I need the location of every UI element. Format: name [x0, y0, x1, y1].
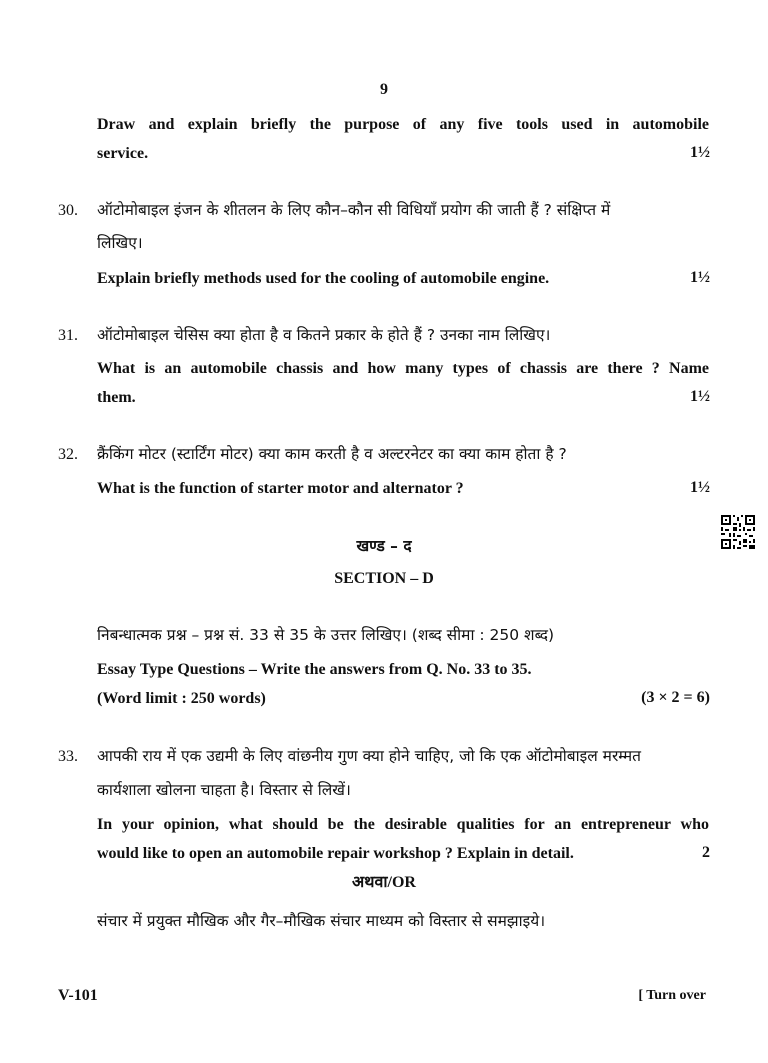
- q31-marks: 1½: [690, 388, 710, 405]
- q33-english-line1: In your opinion, what should be the desirable qualities for an entrepreneur who: [97, 816, 709, 833]
- footer-paper-code: V-101: [58, 987, 98, 1004]
- q30-marks: 1½: [690, 269, 710, 286]
- section-hindi-title: खण्ड – द: [356, 537, 412, 555]
- q33-or-label: अथवा/OR: [352, 874, 416, 891]
- q30-hindi-line1: ऑटोमोबाइल इंजन के शीतलन के लिए कौन–कौन सी विधियाँ प्रयोग की जाती हैं ? संक्षिप्त में: [97, 201, 611, 219]
- q32-hindi: क्रैंकिंग मोटर (स्टार्टिंग मोटर) क्या काम करती है व अल्टरनेटर का क्या काम होता है ?: [97, 445, 567, 463]
- q29-english-line1: Draw and explain briefly the purpose of any five tools used in automobile: [97, 116, 709, 133]
- q29-marks: 1½: [690, 144, 710, 161]
- q32-english: What is the function of starter motor and alternator ?: [97, 480, 464, 497]
- q30-number: 30.: [58, 202, 78, 219]
- q29-english-line2: service.: [97, 145, 149, 162]
- q33-hindi-line1: आपकी राय में एक उद्यमी के लिए वांछनीय गुण क्या होने चाहिए, जो कि एक ऑटोमोबाइल मरम्मत: [97, 747, 642, 765]
- q32-number: 32.: [58, 446, 78, 463]
- q30-english: Explain briefly methods used for the cooling of automobile engine.: [97, 270, 550, 287]
- q32-marks: 1½: [690, 479, 710, 496]
- q33-english-line2: would like to open an automobile repair workshop ? Explain in detail.: [97, 845, 574, 862]
- page-number: 9: [380, 81, 388, 98]
- q33-number: 33.: [58, 748, 78, 765]
- q31-english-line1: What is an automobile chassis and how many types of chassis are there ? Name: [97, 360, 709, 377]
- footer-turn-over: [ Turn over: [638, 988, 706, 1003]
- q31-number: 31.: [58, 327, 78, 344]
- section-marks-formula: (3 × 2 = 6): [641, 689, 710, 706]
- section-english-instruction: Essay Type Questions – Write the answers from Q. No. 33 to 35.: [97, 661, 532, 678]
- q33-hindi-line2: कार्यशाला खोलना चाहता है। विस्तार से लिखें।: [97, 781, 351, 799]
- q30-hindi-line2: लिखिए।: [97, 234, 143, 252]
- q33-alternative-hindi: संचार में प्रयुक्त मौखिक और गैर–मौखिक संचार माध्यम को विस्तार से समझाइये।: [97, 912, 546, 930]
- section-word-limit: (Word limit : 250 words): [97, 690, 266, 707]
- q31-hindi: ऑटोमोबाइल चेसिस क्या होता है व कितने प्रकार के होते हैं ? उनका नाम लिखिए।: [97, 326, 551, 344]
- section-hindi-instruction: निबन्धात्मक प्रश्न – प्रश्न सं. 33 से 35 के उत्तर लिखिए। (शब्द सीमा : 250 शब्द): [97, 626, 555, 644]
- section-english-title: SECTION – D: [334, 570, 434, 587]
- q33-marks: 2: [702, 844, 710, 861]
- q31-english-line2: them.: [97, 389, 136, 406]
